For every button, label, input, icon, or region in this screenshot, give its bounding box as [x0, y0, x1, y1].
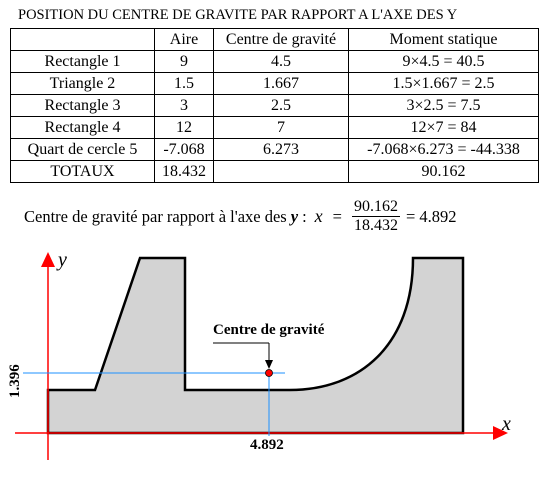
- table-cell: 9: [155, 51, 214, 73]
- formula-denominator: 18.432: [353, 217, 398, 234]
- table-cell: 12×7 = 84: [349, 117, 539, 139]
- x-axis-label: x: [502, 413, 511, 435]
- table-cell: Rectangle 4: [11, 117, 155, 139]
- table-cell: 4.5: [214, 51, 349, 73]
- centroid-point: [266, 370, 273, 377]
- formula-equals: =: [332, 206, 342, 226]
- table-cell: 18.432: [155, 161, 214, 183]
- table-cell: TOTAUX: [11, 161, 155, 183]
- formula-axis: y: [290, 206, 299, 226]
- table-cell: Triangle 2: [11, 73, 155, 95]
- y-axis-label: y: [58, 249, 67, 271]
- table-cell: Rectangle 3: [11, 95, 155, 117]
- table-cell: 12: [155, 117, 214, 139]
- table-header-cell: Aire: [155, 29, 214, 51]
- formula-numerator: 90.162: [353, 198, 398, 215]
- y-axis-arrow: [41, 252, 55, 267]
- table-cell: 3×2.5 = 7.5: [349, 95, 539, 117]
- formula-text: Centre de gravité par rapport à l'axe des: [24, 206, 287, 226]
- page-title: POSITION DU CENTRE DE GRAVITE PAR RAPPORT A L'AXE DES Y: [18, 7, 458, 23]
- formula-variable: x: [314, 206, 323, 226]
- centroid-y-value: 1.396: [7, 364, 23, 398]
- centroid-leader-arrow: [265, 360, 273, 369]
- table-cell: 1.5×1.667 = 2.5: [349, 73, 539, 95]
- table-cell: Quart de cercle 5: [11, 139, 155, 161]
- table-cell: -7.068: [155, 139, 214, 161]
- table-cell: Rectangle 1: [11, 51, 155, 73]
- formula-result: = 4.892: [405, 206, 457, 226]
- table-cell: 6.273: [214, 139, 349, 161]
- table-cell: 1.5: [155, 73, 214, 95]
- table-cell: 3: [155, 95, 214, 117]
- table-cell: 90.162: [349, 161, 539, 183]
- table-cell: 9×4.5 = 40.5: [349, 51, 539, 73]
- table-cell: 7: [214, 117, 349, 139]
- formula-colon: :: [302, 206, 307, 226]
- table-cell: 1.667: [214, 73, 349, 95]
- table-header-cell: Centre de gravité: [214, 29, 349, 51]
- table-header-cell: Moment statique: [349, 29, 539, 51]
- centroid-x-value: 4.892: [250, 437, 284, 453]
- table-cell: -7.068×6.273 = -44.338: [349, 139, 539, 161]
- section-shape: [48, 258, 463, 433]
- centroid-label: Centre de gravité: [213, 322, 325, 338]
- table-cell: 2.5: [214, 95, 349, 117]
